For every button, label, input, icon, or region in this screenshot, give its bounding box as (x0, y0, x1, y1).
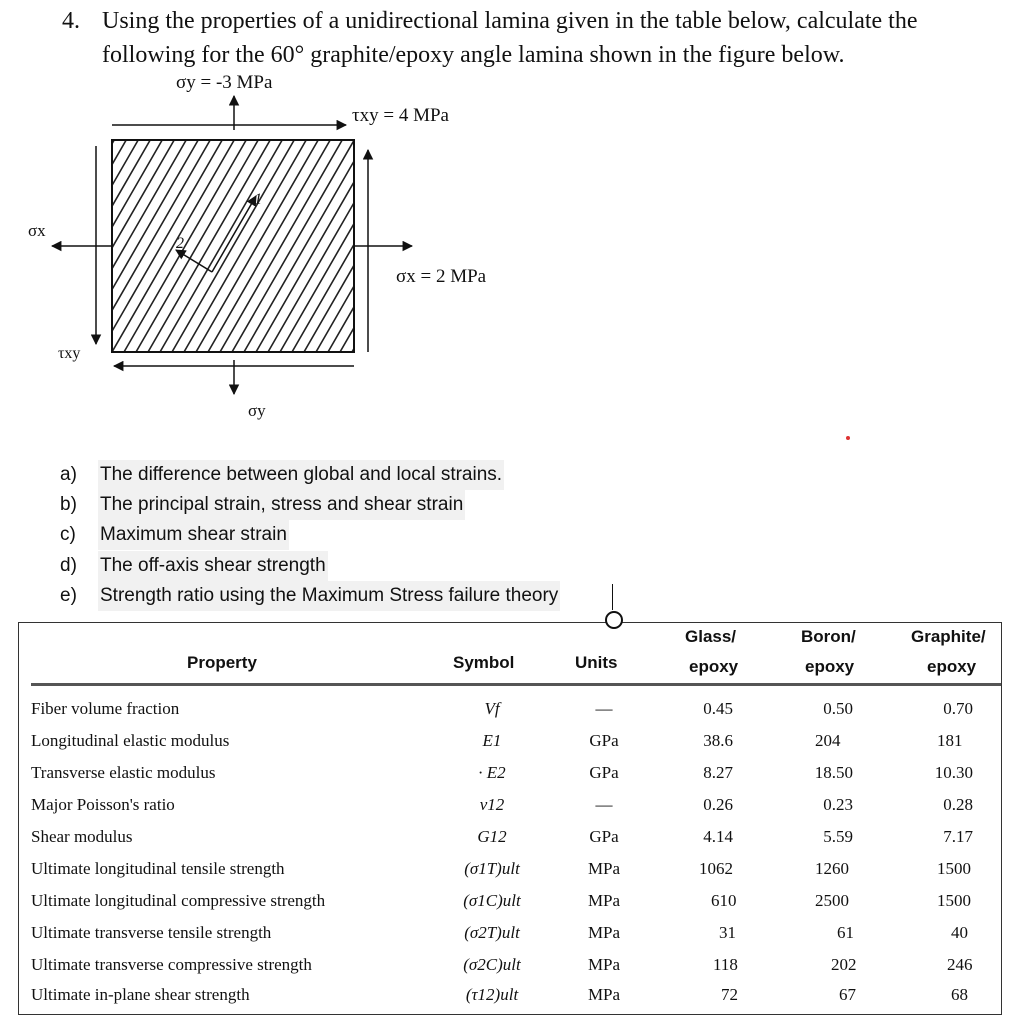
part-text[interactable]: Maximum shear strain (98, 520, 289, 550)
header-boron-2: epoxy (805, 657, 855, 676)
header-symbol: Symbol (453, 653, 515, 672)
cell-graphite: 40 (951, 923, 968, 942)
cell-graphite: 181 (937, 731, 963, 750)
lamina-figure (0, 60, 520, 430)
cell-glass: 72 (721, 985, 738, 1004)
table-row (19, 859, 1003, 891)
cell-graphite: 1500 (937, 859, 971, 878)
part-label: a) (60, 464, 77, 485)
cell-graphite: 246 (947, 955, 973, 974)
header-units: Units (575, 653, 618, 672)
cell-boron: 5.59 (823, 827, 853, 846)
cell-boron: 67 (839, 985, 856, 1004)
cell-boron: 2500 (815, 891, 849, 910)
table-row (19, 699, 1003, 731)
cell-graphite: 68 (951, 985, 968, 1004)
cell-graphite: 7.17 (943, 827, 973, 846)
part-label: b) (60, 494, 77, 515)
table-row (19, 763, 1003, 795)
cell-symbol: (σ1C)ult (463, 891, 521, 910)
cell-units: MPa (587, 985, 621, 1004)
cell-property: Ultimate in-plane shear strength (31, 985, 250, 1004)
table-row (19, 731, 1003, 763)
cell-property: Shear modulus (31, 827, 133, 846)
image-resize-handle[interactable] (605, 611, 623, 629)
tau-xy-left-label: τxy (58, 345, 81, 362)
cell-units: MPa (587, 923, 621, 942)
header-glass-1: Glass/ (685, 627, 737, 646)
sigma-y-top-label: σy = -3 MPa (176, 72, 273, 93)
cell-glass: 1062 (699, 859, 733, 878)
header-glass-2: epoxy (689, 657, 739, 676)
sigma-x-left-label: σx (28, 221, 46, 240)
cell-units: GPa (589, 763, 619, 782)
cell-glass: 0.45 (703, 699, 733, 718)
cell-glass: 118 (713, 955, 738, 974)
part-text[interactable]: Strength ratio using the Maximum Stress failure theory (98, 581, 560, 611)
part-label: d) (60, 555, 77, 576)
part-label: e) (60, 585, 77, 606)
part-text[interactable]: The principal strain, stress and shear strain (98, 490, 465, 520)
text-caret (612, 584, 613, 610)
header-graphite-2: epoxy (927, 657, 977, 676)
part-text[interactable]: The off-axis shear strength (98, 551, 328, 581)
cell-property: Longitudinal elastic modulus (31, 731, 230, 750)
table-row (19, 827, 1003, 859)
cell-graphite: 1500 (937, 891, 971, 910)
cell-graphite: 0.70 (943, 699, 973, 718)
cell-boron: 0.50 (823, 699, 853, 718)
cell-boron: 204 (815, 731, 841, 750)
sigma-y-bottom-label: σy (248, 401, 266, 420)
cell-glass: 0.26 (703, 795, 733, 814)
header-rule (31, 683, 1001, 686)
cell-glass: 31 (719, 923, 736, 942)
stray-red-dot (846, 436, 850, 440)
cell-property: Transverse elastic modulus (31, 763, 216, 782)
cell-units: GPa (589, 827, 619, 846)
tau-xy-top-label: τxy = 4 MPa (352, 105, 449, 126)
problem-number: 4. (62, 8, 80, 34)
axis-2-label: 2 (176, 235, 184, 252)
cell-property: Fiber volume fraction (31, 699, 180, 718)
header-boron-1: Boron/ (801, 627, 856, 646)
cell-boron: 0.23 (823, 795, 853, 814)
part-label: c) (60, 524, 76, 545)
cell-boron: 1260 (815, 859, 849, 878)
sigma-x-right-label: σx = 2 MPa (396, 266, 487, 287)
cell-symbol: (τ12)ult (465, 985, 519, 1004)
header-graphite-1: Graphite/ (911, 627, 986, 646)
cell-symbol: (σ2T)ult (464, 923, 520, 942)
cell-units: — (595, 795, 613, 814)
table-row (19, 923, 1003, 955)
cell-glass: 610 (711, 891, 737, 910)
problem-text: Using the properties of a unidirectional lamina given in the table below, calculate the following for the 60° graphite/epoxy angle lamina shown in the figure below. (102, 8, 918, 68)
cell-units: GPa (589, 731, 619, 750)
part-text[interactable]: The difference between global and local strains. (98, 460, 504, 490)
cell-graphite: 0.28 (943, 795, 973, 814)
cell-graphite: 10.30 (934, 763, 973, 782)
cell-glass: 38.6 (703, 731, 733, 750)
cell-glass: 4.14 (703, 827, 733, 846)
cell-boron: 18.50 (814, 763, 853, 782)
table-row (19, 955, 1003, 987)
cell-symbol: ν12 (479, 795, 505, 814)
cell-symbol: E1 (482, 731, 502, 750)
cell-symbol: Vf (484, 699, 500, 718)
cell-boron: 61 (837, 923, 854, 942)
cell-units: — (595, 699, 613, 718)
cell-symbol: · E2 (478, 763, 506, 782)
properties-table[interactable] (18, 622, 1002, 1015)
cell-property: Ultimate transverse compressive strength (31, 955, 312, 974)
axis-1-label: 1 (254, 191, 262, 208)
header-property: Property (187, 653, 257, 672)
cell-property: Ultimate longitudinal compressive strength (31, 891, 326, 910)
cell-property: Major Poisson's ratio (31, 795, 175, 814)
cell-symbol: (σ1T)ult (464, 859, 520, 878)
cell-units: MPa (587, 859, 621, 878)
cell-property: Ultimate transverse tensile strength (31, 923, 272, 942)
cell-units: MPa (587, 891, 621, 910)
cell-symbol: G12 (477, 827, 507, 846)
table-row (19, 891, 1003, 923)
table-row (19, 795, 1003, 827)
cell-symbol: (σ2C)ult (463, 955, 521, 974)
cell-glass: 8.27 (703, 763, 733, 782)
cell-units: MPa (587, 955, 621, 974)
cell-property: Ultimate longitudinal tensile strength (31, 859, 285, 878)
table-row (19, 985, 1003, 1017)
cell-boron: 202 (831, 955, 857, 974)
